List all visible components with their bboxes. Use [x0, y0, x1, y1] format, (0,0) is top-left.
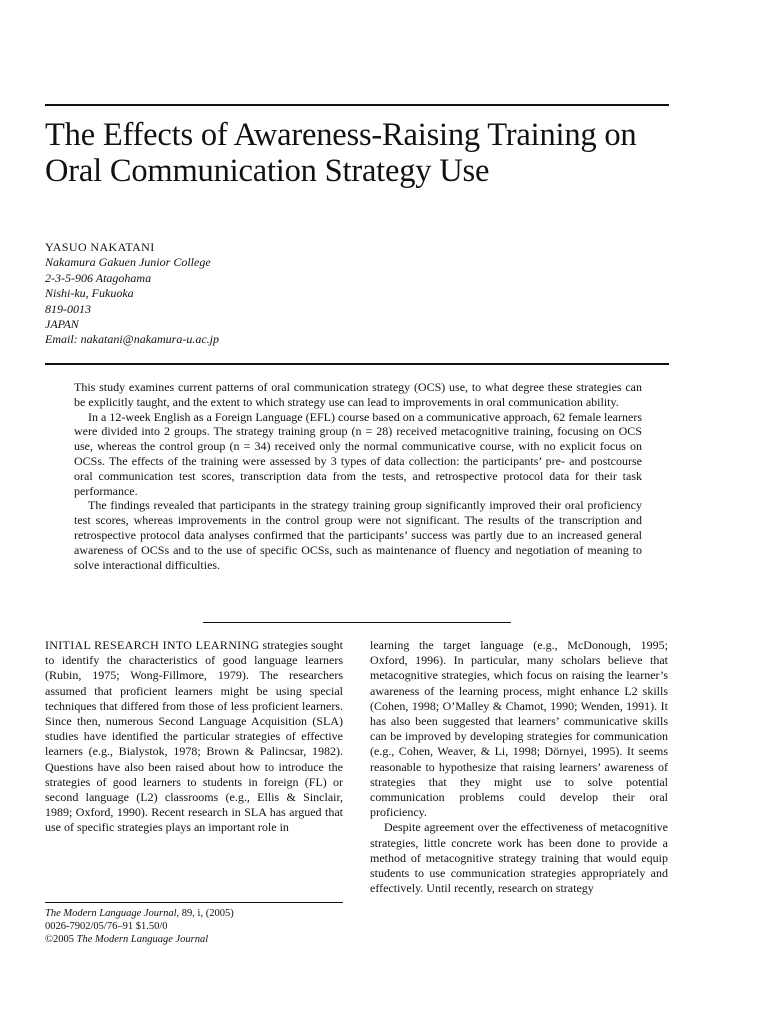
body-paragraph: Despite agreement over the effectiveness of metacognitive strategies, little concrete work has been done to provide a method of metacognitive strategy training that would equip students to use communication strategies appropriately and effectively. Until recently, research on strategy — [370, 820, 668, 896]
footnote-journal-name: The Modern Language Journal — [45, 908, 177, 919]
top-rule — [45, 104, 669, 106]
author-affiliation: Nakamura Gakuen Junior College — [45, 255, 211, 270]
abstract-paragraph: The findings revealed that participants in the strategy training group significantly improved their oral proficiency test scores, whereas improvements in the control group were not significant. The results of the transcription and retrospective protocol data analyses confirmed that the participants’ success was partly due to an increased general awareness of OCSs and to the use of specific OCSs, such as maintenance of fluency and negotiation of meaning to solve interactional difficulties. — [74, 498, 642, 572]
abstract-paragraph: In a 12-week English as a Foreign Language (EFL) course based on a communicative approach, 62 female learners were divided into 2 groups. The strategy training group (n = 28) received metacognitive training, focusing on OCS use, whereas the control group (n = 34) received only the normal communicative course, with no explicit focus on OCSs. The effects of the training were assessed by 3 types of data collection: the participants’ pre- and postcourse oral communication test scores, transcription data from the tests, and retrospective protocol data for their task performance. — [74, 409, 642, 498]
author-name: YASUO NAKATANI — [45, 240, 155, 254]
header-rule — [45, 363, 669, 365]
footnote-issue: , 89, i, (2005) — [176, 908, 234, 919]
author-address-line1: 2-3-5-906 Atagohama — [45, 270, 152, 285]
author-address-line2: Nishi-ku, Fukuoka — [45, 286, 134, 301]
journal-footnote — [45, 907, 234, 947]
abstract — [74, 380, 642, 572]
author-block — [45, 240, 219, 348]
article-title: The Effects of Awareness-Raising Training on Oral Communication Strategy Use — [45, 117, 637, 189]
footnote-code: 0026-7902/05/76–91 $1.50/0 — [45, 921, 168, 933]
section-lead-in: INITIAL RESEARCH INTO LEARNING — [45, 638, 260, 652]
abstract-paragraph: This study examines current patterns of oral communication strategy (OCS) use, to what degree these strategies can be explicitly taught, and the extent to which strategy use can lead to improvements in oral communication ability. — [74, 380, 642, 409]
body-paragraph: learning the target language (e.g., McDonough, 1995; Oxford, 1996). In particular, many scholars believe that metacognitive strategies, which focus on raising the learner’s awareness of the learning process, might enhance L2 skills (Cohen, 1998; O’Malley & Chamot, 1990; Wenden, 1991). It has also been suggested that learners’ communicative skills can be improved by developing strategies for communication (e.g., Cohen, Weaver, & Li, 1998; Dörnyei, 1995). It seems reasonable to hypothesize that raising learners’ awareness of strategies that they might use to solve potential communication problems could develop their oral proficiency. — [370, 638, 668, 820]
body-column-left — [45, 638, 343, 836]
footnote-rule — [45, 902, 343, 903]
author-postal-code: 819-0013 — [45, 301, 91, 316]
body-text: strategies sought to identify the characteristics of good language learners (Rubin, 1975; Wong-Fillmore, 1979). The researchers assumed that proficient learners might be using special techniques that differed from those of less proficient learners. Since then, numerous Second Language Acquisition (SLA) studies have identified the particular strategies of effective learners (e.g., Bialystok, 1978; Brown & Palincsar, 1982). Questions have also been raised about how to introduce the strategies of good learners to students in foreign (FL) or second language (L2) classrooms (e.g., Ellis & Sinclair, 1989; Oxford, 1990). Recent research in SLA has argued that use of specific strategies plays an important role in — [45, 638, 344, 835]
footnote-citation — [45, 907, 234, 920]
author-email[interactable]: Email: nakatani@nakamura-u.ac.jp — [45, 332, 220, 347]
body-paragraph — [45, 638, 343, 836]
body-column-right — [370, 638, 668, 896]
author-country: JAPAN — [45, 317, 79, 332]
abstract-separator — [203, 622, 511, 623]
footnote-copyright-journal: The Modern Language Journal — [76, 934, 209, 946]
footnote-copyright: ©2005 The Modern Language Journal — [45, 934, 209, 946]
